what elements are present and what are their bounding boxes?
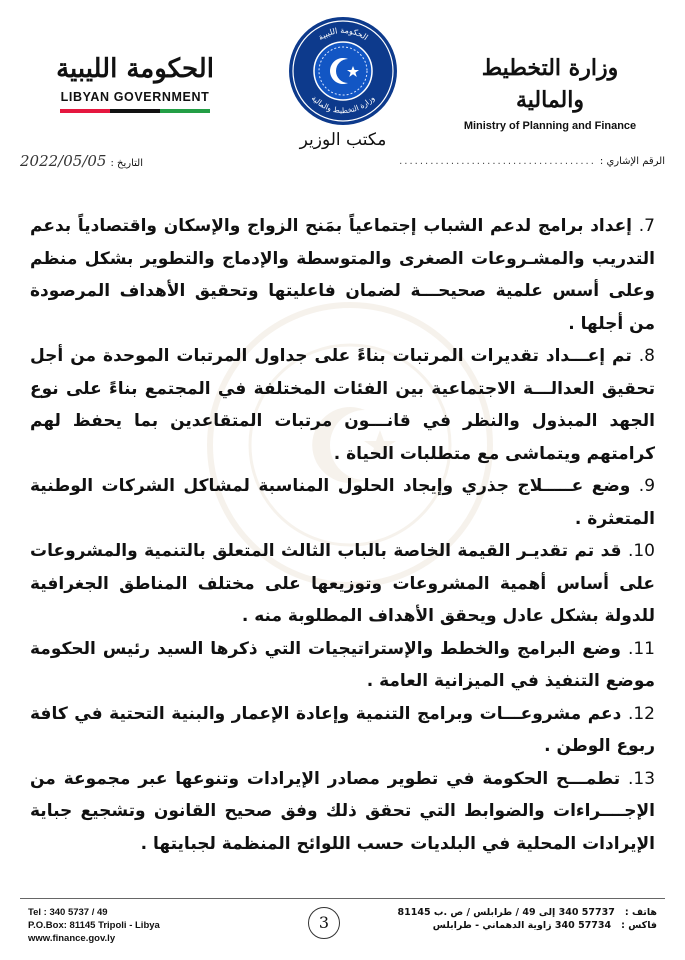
footer-tel: Tel : 340 5737 / 49 bbox=[28, 907, 108, 918]
government-seal-icon bbox=[287, 15, 399, 127]
list-item: 8. تم إعـــداد تقديرات المرتبات بناءً على جداول المرتبات الموحدة من أجل تحقيق العدالـــة الاجتماعية بين الفئات المختلفة في المجتمع بناءً على نوع الجهد المبذول والنظر في قانـــون مرتبات المتقاعدين بما يحفظ لهم كرامتهم ويتماشى مع متطلبات الحياة . bbox=[30, 346, 655, 464]
list-item: 10. قد تم تقديـر القيمة الخاصة بالباب الثالث المتعلق بالتنمية والمشروعات على أساس أهمية المشروعات وتوزيعها على مختلف المناطق الجغرافية للدولة بشكل عادل ويحقق الأهداف المطلوبة منه . bbox=[30, 541, 655, 626]
list-item: 12. دعم مشروعـــات وبرامج التنمية وإعادة الإعمار والبنية التحتية في كافة ربوع الوطن . bbox=[30, 703, 655, 756]
list-item: 9. وضع عـــــلاج جذري وإيجاد الحلول المناسبة لمشاكل الشركات الوطنية المتعثرة . bbox=[30, 476, 656, 529]
reference-label: الرقم الإشاري : bbox=[599, 156, 665, 167]
reference-field bbox=[399, 156, 665, 167]
footer-website: www.finance.gov.ly bbox=[28, 933, 116, 944]
ministry-header bbox=[455, 52, 645, 132]
minister-office-label: مكتب الوزير bbox=[299, 130, 387, 150]
libyan-government-header bbox=[40, 52, 230, 113]
list-item: 13. تطمـــح الحكومة في تطوير مصادر الإيرادات وتنوعها عبر مجموعة من الإجــــراءات والضوابط التي تحقق ذلك وفق صحيح القانون وتشجيع جباية الإيرادات المحلية في البلديات حسب اللوائح المنظمة لجبايتها . bbox=[30, 768, 656, 854]
footer-contact-english bbox=[28, 906, 160, 945]
footer-fax: 57734 340 زاوية الدهماني - طرابلس bbox=[432, 920, 612, 931]
reference-value: ...................................... bbox=[399, 156, 596, 167]
footer-fax-label: فاكس : bbox=[621, 920, 657, 931]
reference-date-row bbox=[20, 152, 665, 174]
document-body bbox=[30, 210, 655, 860]
seal-bottom-text: وزارة التخطيط والمالية bbox=[309, 93, 377, 116]
libyan-government-english: LIBYAN GOVERNMENT bbox=[60, 90, 210, 104]
page-number: 3 bbox=[308, 907, 340, 939]
footer-pobox: P.O.Box: 81145 Tripoli - Libya bbox=[28, 920, 160, 931]
footer-phone: 57737 340 إلى 49 / طرابلس / ص .ب 81145 bbox=[397, 907, 615, 918]
seal-top-text: الحكومة الليبية bbox=[316, 25, 370, 43]
libyan-government-arabic: الحكومة الليبية bbox=[56, 54, 214, 84]
ministry-arabic: وزارة التخطيط والمالية bbox=[481, 55, 619, 113]
footer-divider bbox=[20, 898, 665, 899]
footer-contact-arabic bbox=[398, 906, 657, 932]
date-label: التاريخ : bbox=[110, 158, 143, 169]
date-value: 2022/05/05 bbox=[20, 152, 107, 170]
ministry-english: Ministry of Planning and Finance bbox=[463, 120, 637, 132]
date-field bbox=[20, 152, 143, 170]
list-item: 11. وضع البرامج والخطط والإستراتيجيات التي ذكرها السيد رئيس الحكومة موضع التنفيذ في الميزانية العامة . bbox=[30, 638, 655, 691]
flag-stripe bbox=[60, 109, 210, 113]
list-item: 7. إعداد برامج لدعم الشباب إجتماعياً بمَنح الزواج والإسكان واقتصادياً بدعم التدريب والمشـروعات الصغرى والمتوسطة والإدماج والتطوير بشكل منظم وعلى أسس علمية صحيحـــة لضمان فاعليتها وتحقيق الأهداف المرصودة من أجلها . bbox=[30, 216, 655, 334]
footer-phone-label: هاتف : bbox=[624, 907, 657, 918]
